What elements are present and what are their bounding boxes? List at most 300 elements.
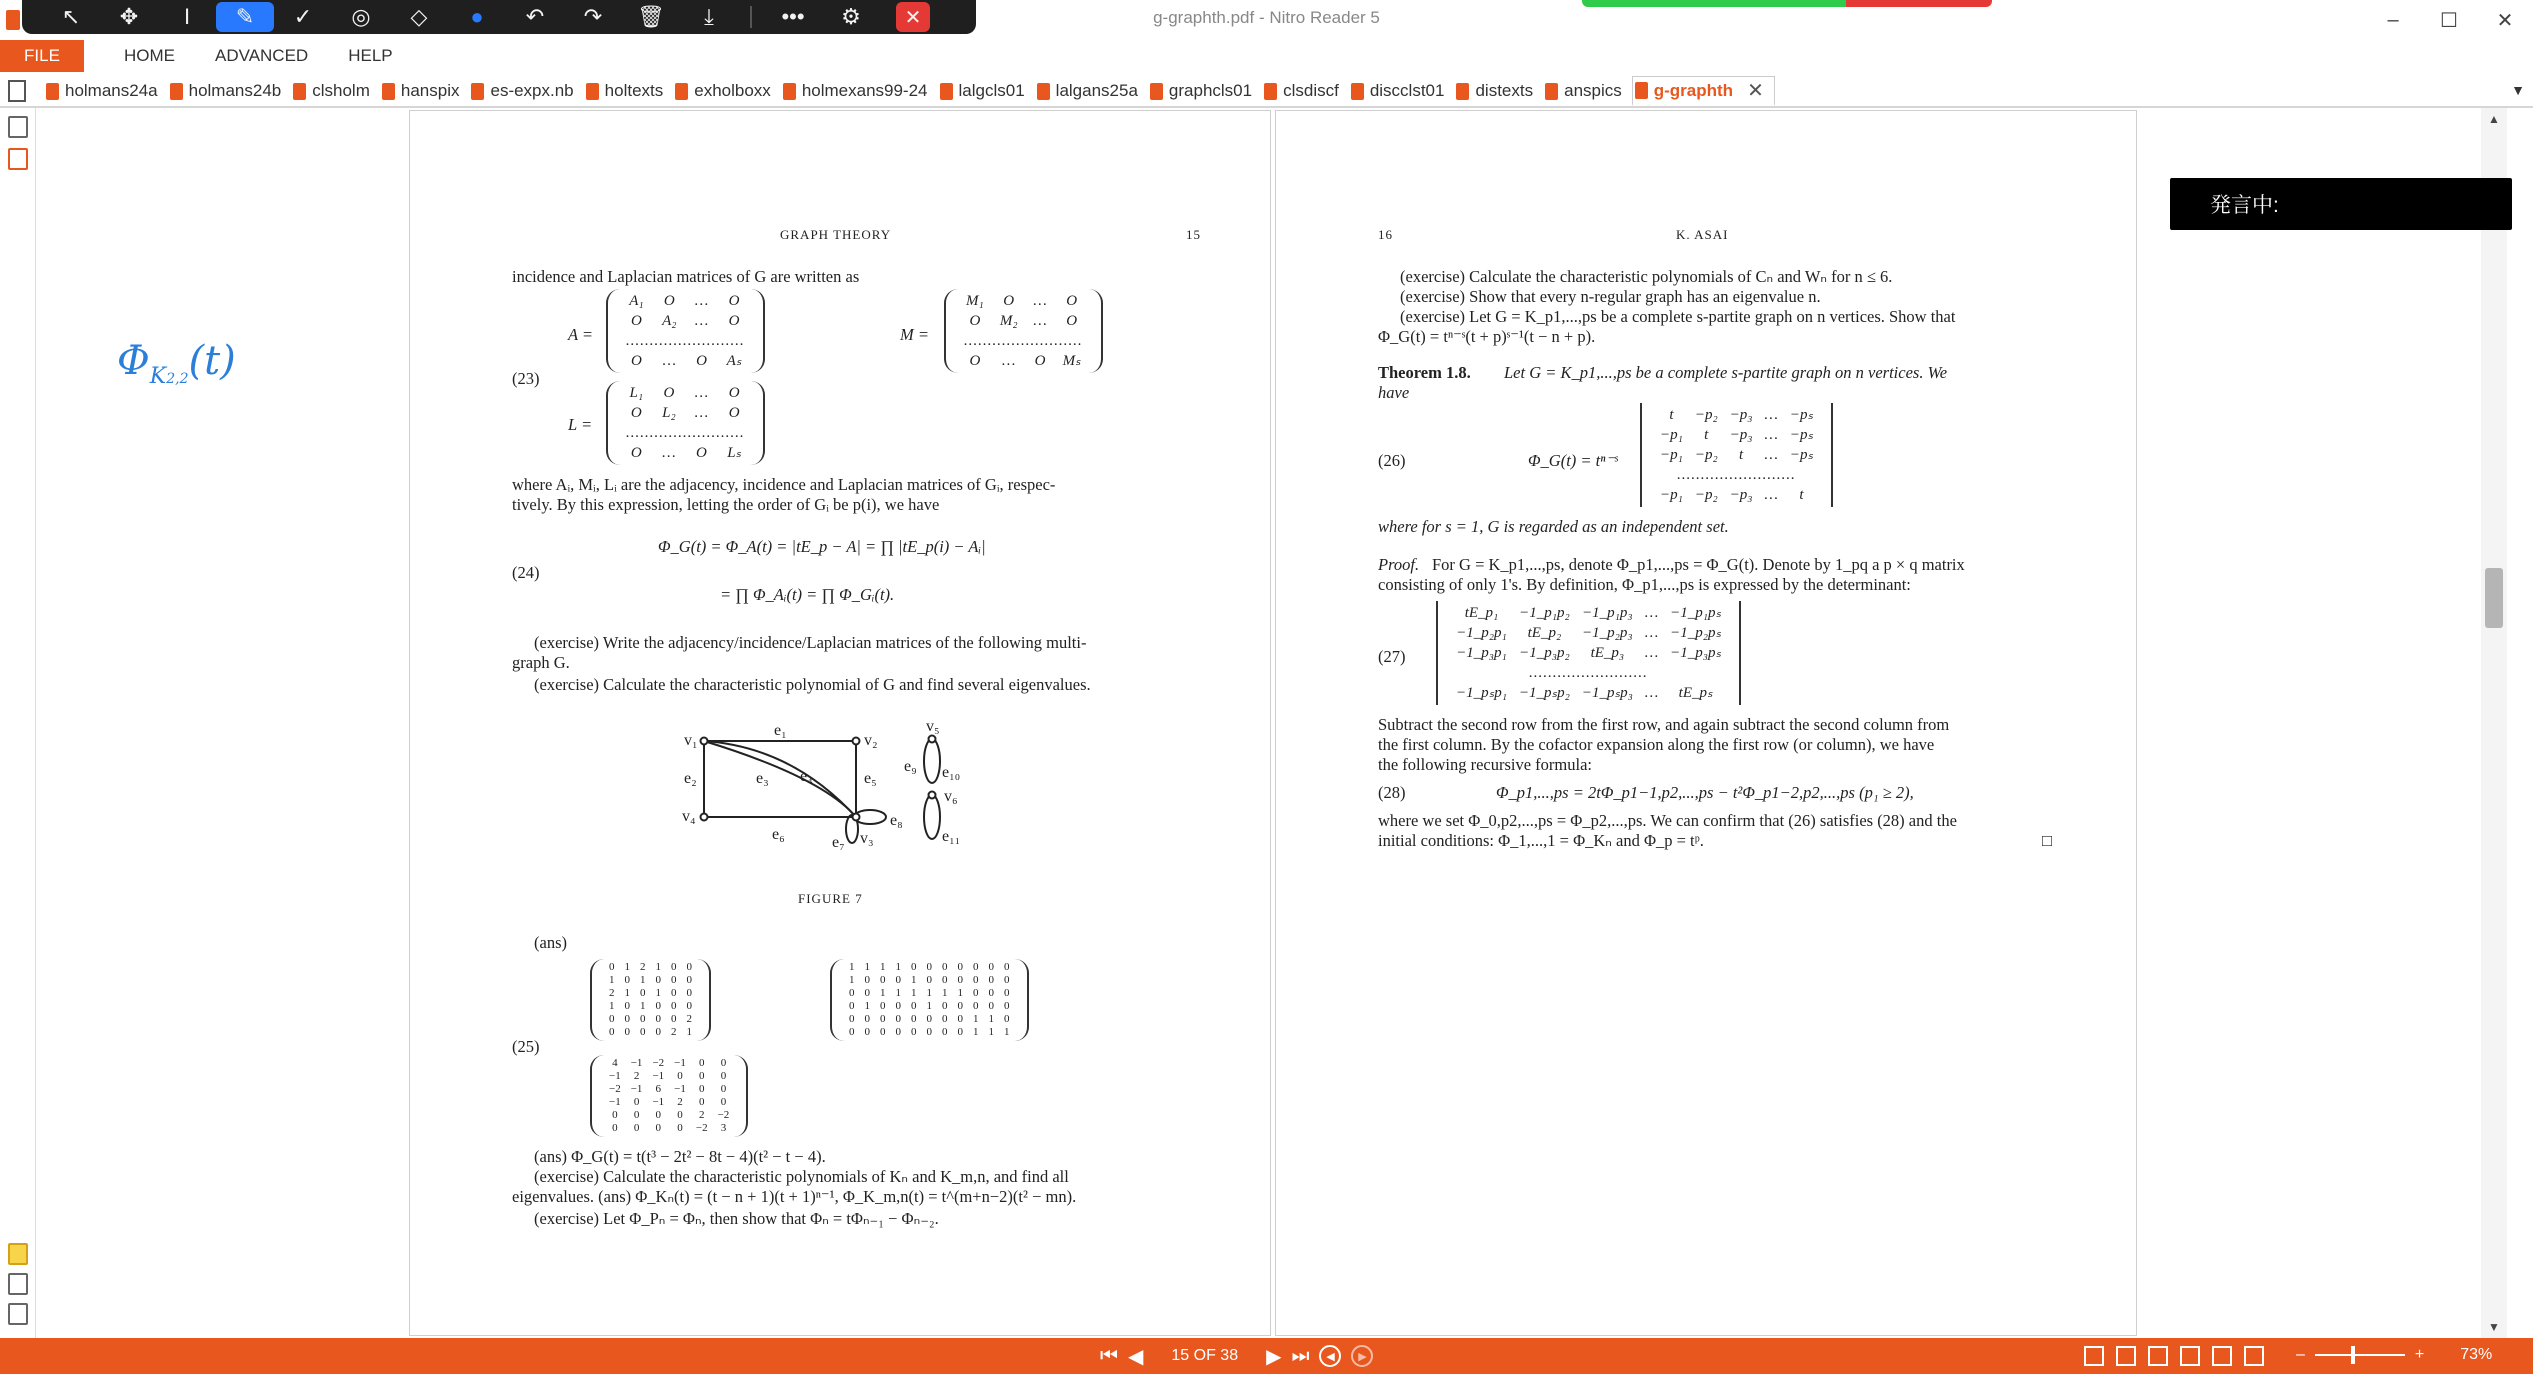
matrix-cell: … bbox=[1764, 447, 1778, 463]
matrix-dots-row: ......................... bbox=[964, 333, 1083, 349]
label-e9: e₉ bbox=[904, 758, 917, 775]
pdf-file-icon bbox=[1037, 83, 1050, 100]
ink-annotation-sub: K bbox=[149, 364, 167, 389]
equation-number: (23) bbox=[512, 369, 540, 388]
menu-home[interactable]: HOME bbox=[124, 46, 175, 65]
status-strip-green bbox=[1582, 0, 1846, 7]
matrix-cell: O bbox=[631, 313, 642, 329]
matrix-cell: O bbox=[969, 313, 981, 329]
matrix-cell: O bbox=[1066, 313, 1078, 329]
matrix-cell: O bbox=[663, 385, 675, 401]
menu-bar bbox=[0, 40, 2533, 72]
menu-help[interactable]: HELP bbox=[348, 46, 393, 65]
vertical-scrollbar[interactable] bbox=[2481, 108, 2507, 1338]
matrix-cell: … bbox=[1764, 407, 1778, 423]
tab-label: holmans24a bbox=[65, 81, 158, 100]
matrix-cell: 1 bbox=[895, 987, 901, 999]
matrix-cell: −2 bbox=[695, 1122, 708, 1134]
download-icon[interactable]: ⤓ bbox=[704, 4, 714, 29]
exercise-text: (exercise) Write the adjacency/incidence/Laplacian matrices of the following multi- bbox=[534, 633, 1087, 652]
matrix-cell: −2 bbox=[652, 1057, 665, 1069]
page-thumbnail-icon[interactable] bbox=[8, 80, 26, 102]
matrix-cell: −2 bbox=[609, 1083, 621, 1095]
matrix-cell: 1 bbox=[849, 961, 855, 973]
output-panel-icon[interactable] bbox=[8, 1303, 28, 1325]
body-text: tively. By this expression, letting the order of Gᵢ be p(i), we have bbox=[512, 495, 940, 514]
matrix-cell: 0 bbox=[849, 1000, 855, 1012]
pdf-file-icon bbox=[170, 83, 183, 100]
body-text: where for s = 1, G is regarded as an independent set. bbox=[1378, 517, 1729, 536]
matrix-cell: 0 bbox=[686, 961, 692, 973]
exercise-text: eigenvalues. (ans) Φ_Kₙ(t) = (t − n + 1)(t + 1)ⁿ⁻¹, Φ_K_m,n(t) = t^(m+n−2)(t² − mn). bbox=[512, 1187, 1077, 1206]
matrix-cell: Lₛ bbox=[727, 445, 742, 461]
attachments-panel-icon[interactable] bbox=[8, 1273, 28, 1295]
pointer-tool-icon[interactable]: ↖ bbox=[61, 4, 81, 29]
matrix-cell: 2 bbox=[640, 961, 646, 973]
pdf-file-icon bbox=[1545, 83, 1558, 100]
matrix-cell: 0 bbox=[957, 961, 963, 973]
tab-distexts[interactable] bbox=[1454, 76, 1543, 106]
matrix-cell: −p₁ bbox=[1660, 447, 1683, 463]
view-mode-icons bbox=[2084, 1346, 2264, 1366]
matrix-cell: L₁ bbox=[629, 385, 644, 401]
matrix-cell: … bbox=[662, 445, 676, 461]
left-sidebar bbox=[0, 108, 36, 1338]
matrix-cell: 0 bbox=[849, 1026, 855, 1038]
tab-label: holmexans99-24 bbox=[801, 81, 928, 100]
matrix-cell: 0 bbox=[624, 1013, 630, 1025]
menu-file[interactable]: FILE bbox=[0, 40, 84, 72]
pdf-file-icon bbox=[1635, 82, 1648, 99]
matrix-cell: 0 bbox=[926, 961, 932, 973]
pdf-file-icon bbox=[783, 83, 796, 100]
matrix-cell: −1_p₁pₛ bbox=[1670, 605, 1722, 621]
matrix-cell: 0 bbox=[988, 961, 994, 973]
matrix-cell: −1 bbox=[630, 1057, 643, 1069]
figure-caption: FIGURE 7 bbox=[798, 891, 863, 906]
matrix-cell: O bbox=[1003, 293, 1015, 309]
close-window-button[interactable]: ✕ bbox=[2496, 9, 2514, 32]
graph-edge-e9 bbox=[924, 739, 940, 783]
matrix-cell: 0 bbox=[911, 1013, 917, 1025]
matrix-cell: 0 bbox=[655, 1013, 661, 1025]
matrix-cell: tE_p₁ bbox=[1464, 605, 1499, 621]
exercise-text: (exercise) Calculate the characteristic polynomials of Cₙ and Wₙ for n ≤ 6. bbox=[1400, 267, 1893, 286]
status-bar bbox=[0, 1338, 2533, 1374]
facing-continuous-view-icon[interactable] bbox=[2180, 1346, 2200, 1366]
move-tool-icon[interactable]: ✥ bbox=[119, 4, 139, 29]
tab-lalgcls01[interactable] bbox=[938, 76, 1035, 106]
matrix-cell: 0 bbox=[686, 987, 692, 999]
matrix-cell: 0 bbox=[655, 1122, 662, 1134]
matrix-cell: 0 bbox=[698, 1096, 705, 1108]
pdf-file-icon bbox=[471, 83, 484, 100]
text-cursor-tool-icon[interactable]: I bbox=[183, 4, 191, 29]
matrix-cell: 0 bbox=[720, 1096, 727, 1108]
label-e2: e₂ bbox=[684, 770, 697, 787]
matrix-cell: O bbox=[728, 385, 740, 401]
ink-annotation-phi: Φ bbox=[117, 338, 150, 384]
matrix-cell: −1_p₁p₂ bbox=[1519, 605, 1570, 621]
matrix-cell: … bbox=[694, 313, 709, 329]
matrix-cell: 0 bbox=[880, 1013, 886, 1025]
graph-edges-outer bbox=[704, 741, 856, 817]
pdf-file-icon bbox=[1351, 83, 1364, 100]
matrix-cell: 1 bbox=[942, 987, 948, 999]
matrix-cell: 0 bbox=[633, 1109, 640, 1121]
label-e4: e₄ bbox=[800, 768, 813, 785]
matrix-cell: 0 bbox=[640, 1026, 646, 1038]
matrix-cell: 1 bbox=[686, 1026, 692, 1038]
minimize-button[interactable]: – bbox=[2387, 8, 2399, 31]
undo-icon[interactable]: ↶ bbox=[525, 4, 545, 29]
matrix-cell: 0 bbox=[609, 961, 615, 973]
tab-label: holmans24b bbox=[188, 81, 282, 100]
matrix-cell: O bbox=[1034, 353, 1046, 369]
matrix-cell: −1 bbox=[609, 1070, 621, 1082]
matrix-cell: 1 bbox=[973, 1013, 979, 1025]
label-v1: v₁ bbox=[684, 732, 698, 749]
matrix-cell: Aₛ bbox=[726, 353, 742, 369]
equation-number: (24) bbox=[512, 563, 540, 582]
scrollbar-thumb[interactable] bbox=[2485, 568, 2503, 628]
matrix-cell: −1 bbox=[652, 1096, 665, 1108]
matrix-label-L: L = bbox=[568, 415, 593, 434]
tab-anspics[interactable] bbox=[1543, 76, 1632, 106]
scroll-down-icon[interactable]: ▼ bbox=[2488, 1320, 2500, 1334]
spotlight-tool-icon[interactable]: ◎ bbox=[351, 4, 371, 29]
matrix-cell: −1 bbox=[674, 1083, 686, 1095]
tab-holmexans99-24[interactable] bbox=[781, 76, 938, 106]
toolbar-separator bbox=[750, 6, 752, 28]
matrix-cell: 0 bbox=[957, 1000, 963, 1012]
matrix-cell: 0 bbox=[957, 974, 963, 986]
facing-view-icon[interactable] bbox=[2148, 1346, 2168, 1366]
more-icon[interactable]: ••• bbox=[781, 4, 805, 29]
graph-edge-e3-e4 bbox=[704, 741, 856, 817]
delete-icon[interactable]: 🗑 bbox=[637, 4, 665, 29]
go-forward-icon[interactable]: ▶ bbox=[1351, 1345, 1373, 1367]
proof-text: consisting of only 1's. By definition, Φ_p1,...,ps is expressed by the determinant: bbox=[1378, 575, 1911, 594]
tab-exholboxx[interactable] bbox=[673, 76, 781, 106]
matrix-cell: 2 bbox=[686, 1013, 692, 1025]
matrix-cell: 2 bbox=[609, 987, 615, 999]
matrix-cell: tE_p₂ bbox=[1527, 625, 1562, 641]
matrix-cell: 0 bbox=[942, 1013, 948, 1025]
matrix-cell: −1_p₂p₃ bbox=[1582, 625, 1633, 641]
matrix-cell: tE_p₃ bbox=[1590, 645, 1625, 661]
tab-lalgans25a[interactable] bbox=[1035, 76, 1148, 106]
matrix-cell: −pₛ bbox=[1789, 407, 1814, 423]
label-v5: v₅ bbox=[926, 718, 940, 735]
label-e8: e₈ bbox=[890, 812, 903, 829]
tab-holmans24b[interactable] bbox=[168, 76, 292, 106]
tab-label: holtexts bbox=[604, 81, 664, 100]
exercise-text: (exercise) Let Φ_Pₙ = Φₙ, then show that Φₙ = tΦₙ₋₁ − Φₙ₋₂. bbox=[534, 1209, 939, 1228]
matrix-dots-row: ......................... bbox=[626, 333, 745, 349]
tab-discclst01[interactable] bbox=[1349, 76, 1455, 106]
scroll-up-icon[interactable]: ▲ bbox=[2488, 112, 2500, 126]
matrix-cell: 0 bbox=[911, 961, 917, 973]
document-viewport[interactable] bbox=[37, 108, 2507, 1338]
matrix-cell: −pₛ bbox=[1789, 447, 1814, 463]
tab-label: discclst01 bbox=[1369, 81, 1445, 100]
label-e3: e₃ bbox=[756, 770, 769, 787]
matrix-cell: 0 bbox=[671, 987, 677, 999]
matrix-cell: t bbox=[1704, 427, 1709, 443]
matrix-cell: 0 bbox=[864, 987, 870, 999]
matrix-cell: 1 bbox=[624, 987, 630, 999]
go-back-icon[interactable]: ◀ bbox=[1319, 1345, 1341, 1367]
page-navigation bbox=[1100, 1344, 1373, 1368]
matrix-cell: 0 bbox=[655, 1026, 661, 1038]
matrix-cell: 0 bbox=[911, 1000, 917, 1012]
matrix-cell: 0 bbox=[849, 1013, 855, 1025]
matrix-cell: 0 bbox=[942, 1000, 948, 1012]
matrix-label-M: M = bbox=[900, 325, 930, 344]
body-text: where we set Φ_0,p2,...,ps = Φ_p2,...,ps. We can confirm that (26) satisfies (28) and the bbox=[1378, 811, 1957, 830]
adjacency-matrix bbox=[590, 959, 711, 1041]
zoom-out-button[interactable]: – bbox=[2296, 1346, 2305, 1363]
matrix-cell: O bbox=[696, 445, 707, 461]
exercise-text: (exercise) Show that every n-regular graph has an eigenvalue n. bbox=[1400, 287, 1821, 306]
label-e5: e₅ bbox=[864, 770, 877, 787]
matrix-cell: … bbox=[1644, 605, 1659, 621]
tab-label: g-graphth bbox=[1653, 80, 1734, 100]
page-16 bbox=[1275, 110, 2137, 1336]
ink-annotation[interactable] bbox=[117, 338, 236, 389]
zoom-value[interactable]: 73% bbox=[2460, 1346, 2493, 1363]
zoom-slider-thumb[interactable] bbox=[2351, 1346, 2355, 1364]
matrix-cell: −1 bbox=[630, 1083, 643, 1095]
document-tab-bar bbox=[0, 72, 2533, 108]
fit-page-icon[interactable] bbox=[2244, 1346, 2264, 1366]
matrix-cell: 0 bbox=[880, 1000, 886, 1012]
matrix-cell: 0 bbox=[720, 1070, 727, 1082]
tab-graphcls01[interactable] bbox=[1148, 76, 1262, 106]
matrix-cell: 0 bbox=[988, 1000, 994, 1012]
determinant-26 bbox=[1640, 403, 1833, 507]
matrix-cell: −1 bbox=[652, 1070, 665, 1082]
equation-26-lhs: Φ_G(t) = tⁿ⁻ˢ bbox=[1528, 451, 1618, 470]
label-v4: v₄ bbox=[682, 808, 696, 825]
matrix-cell: A₁ bbox=[629, 293, 644, 309]
check-tool-icon[interactable]: ✓ bbox=[293, 4, 313, 29]
tab-g-graphth[interactable] bbox=[1632, 76, 1775, 106]
graph-vertex-v6 bbox=[929, 792, 936, 799]
matrix-cell: 0 bbox=[1004, 961, 1010, 973]
matrix-cell: 1 bbox=[957, 987, 963, 999]
matrix-cell: −2 bbox=[717, 1109, 730, 1121]
meeting-status-strip bbox=[1582, 0, 1992, 7]
matrix-cell: 0 bbox=[677, 1122, 683, 1134]
determinant-27 bbox=[1436, 601, 1741, 705]
pdf-file-icon bbox=[293, 83, 306, 100]
tab-es-expx-nb[interactable] bbox=[469, 76, 583, 106]
continuous-view-icon[interactable] bbox=[2116, 1346, 2136, 1366]
pdf-file-icon bbox=[1456, 83, 1469, 100]
body-text: the following recursive formula: bbox=[1378, 755, 1592, 774]
matrix-cell: 1 bbox=[911, 987, 917, 999]
tab-overflow-icon[interactable]: ▼ bbox=[2511, 82, 2525, 98]
page-header-title: K. ASAI bbox=[1676, 227, 1729, 242]
label-v2: v₂ bbox=[864, 732, 878, 749]
matrix-cell: 1 bbox=[926, 1000, 932, 1012]
body-text: incidence and Laplacian matrices of G are written as bbox=[512, 267, 860, 286]
maximize-button[interactable]: ☐ bbox=[2440, 9, 2458, 32]
matrix-cell: 2 bbox=[633, 1070, 640, 1082]
matrix-cell: 1 bbox=[609, 1000, 615, 1012]
page-15 bbox=[409, 110, 1271, 1336]
tab-label: lalgans25a bbox=[1055, 81, 1138, 100]
matrix-cell: −1_p₁p₃ bbox=[1582, 605, 1633, 621]
matrix-cell: 0 bbox=[609, 1013, 615, 1025]
matrix-cell: 1 bbox=[864, 1000, 870, 1012]
graph-vertex-v4 bbox=[701, 814, 708, 821]
matrix-cell: −1_p₂p₁ bbox=[1456, 625, 1507, 641]
matrix-cell: 0 bbox=[686, 974, 692, 986]
matrix-cell: 1 bbox=[1004, 1026, 1010, 1038]
matrix-cell: 0 bbox=[686, 1000, 692, 1012]
page-header-title: GRAPH THEORY bbox=[780, 227, 892, 242]
single-page-view-icon[interactable] bbox=[2084, 1346, 2104, 1366]
matrix-cell: 0 bbox=[957, 1013, 963, 1025]
eraser-tool-icon[interactable]: ◇ bbox=[410, 4, 428, 29]
matrix-cell: 0 bbox=[698, 1083, 705, 1095]
matrix-cell: 0 bbox=[720, 1057, 727, 1069]
matrix-cell: 0 bbox=[895, 1026, 901, 1038]
matrix-cell: 0 bbox=[655, 1000, 661, 1012]
equation-number: (26) bbox=[1378, 451, 1406, 470]
matrix-cell: 1 bbox=[911, 974, 917, 986]
matrix-L bbox=[606, 381, 765, 465]
tab-label: anspics bbox=[1564, 81, 1622, 100]
comments-panel-icon[interactable] bbox=[8, 1243, 28, 1265]
matrix-cell: 0 bbox=[942, 961, 948, 973]
label-e1: e₁ bbox=[774, 722, 787, 739]
answer-label: (ans) bbox=[534, 933, 567, 952]
tab-clsdiscf[interactable] bbox=[1262, 76, 1349, 106]
previous-page-icon[interactable]: ◀ bbox=[1128, 1345, 1144, 1368]
matrix-cell: −1_pₛp₂ bbox=[1518, 685, 1570, 701]
tab-hanspix[interactable] bbox=[380, 76, 470, 106]
matrix-cell: 0 bbox=[942, 1026, 948, 1038]
tab-holmans24a[interactable] bbox=[44, 76, 168, 106]
matrix-cell: t bbox=[1739, 447, 1744, 463]
last-page-icon[interactable]: ⏭ bbox=[1291, 1344, 1310, 1367]
bookmarks-panel-icon[interactable] bbox=[8, 148, 28, 170]
body-text: Subtract the second row from the first row, and again subtract the second column from bbox=[1378, 715, 1950, 734]
matrix-cell: O bbox=[663, 293, 675, 309]
matrix-cell: 1 bbox=[895, 961, 901, 973]
matrix-cell: 1 bbox=[849, 974, 855, 986]
matrix-cell: Mₛ bbox=[1062, 353, 1081, 369]
matrix-cell: 0 bbox=[698, 1070, 705, 1082]
speaking-indicator: 発言中: bbox=[2170, 178, 2512, 230]
matrix-cell: M₁ bbox=[966, 293, 984, 309]
zoom-in-button[interactable]: + bbox=[2414, 1346, 2425, 1363]
redo-icon[interactable]: ↷ bbox=[583, 4, 603, 29]
matrix-cell: 0 bbox=[677, 1109, 683, 1121]
proof-text: For G = K_p1,...,ps, denote Φ_p1,...,ps = Φ_G(t). Denote by 1_pq a p × q matrix bbox=[1432, 555, 1965, 574]
next-page-icon[interactable]: ▶ bbox=[1266, 1345, 1282, 1368]
matrix-cell: 0 bbox=[677, 1070, 683, 1082]
matrix-cell: 0 bbox=[849, 987, 855, 999]
graph-vertex-v2 bbox=[853, 738, 860, 745]
settings-icon[interactable]: ⚙ bbox=[841, 4, 861, 29]
matrix-cell: 6 bbox=[655, 1083, 662, 1095]
matrix-cell: … bbox=[1033, 313, 1047, 329]
matrix-cell: 0 bbox=[624, 1026, 630, 1038]
matrix-cell: 0 bbox=[624, 974, 630, 986]
matrix-cell: −p₂ bbox=[1694, 487, 1718, 503]
color-picker-icon[interactable]: ● bbox=[470, 4, 484, 29]
matrix-cell: 0 bbox=[988, 987, 994, 999]
pdf-file-icon bbox=[46, 83, 59, 100]
page-number-field[interactable]: 15 OF 38 bbox=[1171, 1347, 1239, 1364]
matrix-cell: 0 bbox=[1004, 987, 1010, 999]
close-tab-icon[interactable]: ✕ bbox=[1747, 80, 1764, 102]
matrix-cell: −p₂ bbox=[1694, 407, 1718, 423]
matrix-cell: 4 bbox=[612, 1057, 618, 1069]
fit-width-icon[interactable] bbox=[2212, 1346, 2232, 1366]
exercise-text: (exercise) Calculate the characteristic polynomial of G and find several eigenvalues. bbox=[534, 675, 1091, 694]
matrix-cell: 1 bbox=[926, 987, 932, 999]
page-header-number: 16 bbox=[1378, 227, 1393, 242]
matrix-A bbox=[606, 289, 765, 373]
exercise-text: Φ_G(t) = tⁿ⁻ˢ(t + p)ˢ⁻¹(t − n + p). bbox=[1378, 327, 1596, 346]
tab-list bbox=[44, 76, 1775, 106]
matrix-cell: 0 bbox=[926, 974, 932, 986]
graph-vertex-v1 bbox=[701, 738, 708, 745]
pages-panel-icon[interactable] bbox=[8, 116, 28, 138]
matrix-cell: O bbox=[696, 353, 707, 369]
matrix-cell: 0 bbox=[895, 1013, 901, 1025]
menu-advanced[interactable]: ADVANCED bbox=[215, 46, 309, 65]
matrix-cell: … bbox=[694, 405, 709, 421]
pen-tool-icon[interactable]: ✎ bbox=[216, 2, 274, 32]
matrix-cell: 1 bbox=[655, 987, 661, 999]
matrix-cell: 1 bbox=[624, 961, 630, 973]
tab-label: distexts bbox=[1475, 81, 1534, 100]
matrix-cell: 0 bbox=[926, 1026, 932, 1038]
matrix-cell: 0 bbox=[973, 987, 979, 999]
matrix-dots-row: ......................... bbox=[1677, 467, 1796, 483]
matrix-cell: 1 bbox=[973, 1026, 979, 1038]
first-page-icon[interactable]: ⏮ bbox=[1100, 1344, 1118, 1367]
matrix-cell: 0 bbox=[655, 974, 661, 986]
matrix-cell: 0 bbox=[895, 1000, 901, 1012]
tab-clsholm[interactable] bbox=[291, 76, 380, 106]
exercise-text: (exercise) Calculate the characteristic polynomials of Kₙ and K_m,n, and find all bbox=[534, 1167, 1069, 1186]
matrix-cell: 2 bbox=[671, 1026, 677, 1038]
matrix-cell: 1 bbox=[640, 974, 646, 986]
tab-label: graphcls01 bbox=[1168, 81, 1253, 100]
incidence-matrix bbox=[830, 959, 1029, 1041]
theorem-text: have bbox=[1378, 383, 1410, 402]
close-toolbar-button[interactable]: ✕ bbox=[896, 2, 930, 32]
matrix-cell: 3 bbox=[720, 1122, 727, 1134]
matrix-cell: 1 bbox=[988, 1026, 994, 1038]
theorem-label: Theorem 1.8. bbox=[1378, 363, 1471, 382]
tab-holtexts[interactable] bbox=[584, 76, 674, 106]
equation-24-line1: Φ_G(t) = Φ_A(t) = |tE_p − A| = ∏ |tE_p(i) − Aᵢ| bbox=[658, 537, 986, 556]
matrix-cell: L₂ bbox=[662, 405, 676, 421]
equation-28-body: Φ_p1,...,ps = 2tΦ_p1−1,p2,...,ps − t²Φ_p1−2,p2,...,ps (p₁ ≥ 2), bbox=[1496, 783, 1914, 802]
zoom-slider[interactable] bbox=[2315, 1354, 2405, 1356]
tab-label: hanspix bbox=[400, 81, 460, 100]
matrix-cell: −1_p₃p₂ bbox=[1519, 645, 1570, 661]
